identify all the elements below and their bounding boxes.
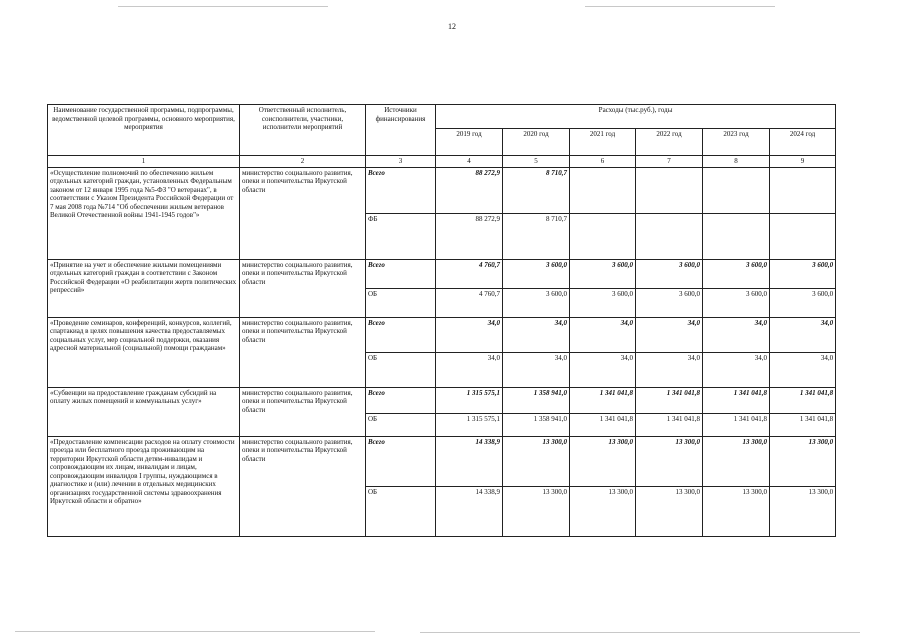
total-value: 3 600,0 xyxy=(703,259,770,288)
ob-value xyxy=(636,213,703,259)
source-ob-label: ОБ xyxy=(366,413,436,436)
ob-value: 4 760,7 xyxy=(436,288,503,317)
total-value: 34,0 xyxy=(636,317,703,352)
ob-value: 1 315 575,1 xyxy=(436,413,503,436)
scan-artifact-bottom xyxy=(420,632,860,633)
total-value: 1 341 041,8 xyxy=(703,387,770,413)
ob-value: 1 341 041,8 xyxy=(770,413,836,436)
ob-value: 13 300,0 xyxy=(770,486,836,536)
table-row xyxy=(48,436,836,486)
column-number: 2 xyxy=(240,156,366,168)
header-year: 2023 год xyxy=(703,129,770,156)
ob-value xyxy=(570,213,636,259)
column-number: 8 xyxy=(703,156,770,168)
total-value xyxy=(570,167,636,213)
ob-value: 34,0 xyxy=(636,352,703,387)
budget-table xyxy=(47,104,836,537)
total-value: 1 358 941,0 xyxy=(503,387,570,413)
total-value: 13 300,0 xyxy=(570,436,636,486)
total-value: 8 710,7 xyxy=(503,167,570,213)
ob-value: 8 710,7 xyxy=(503,213,570,259)
header-year: 2020 год xyxy=(503,129,570,156)
ob-value: 3 600,0 xyxy=(636,288,703,317)
column-number: 5 xyxy=(503,156,570,168)
source-total-label: Всего xyxy=(366,317,436,352)
measure-name: «Осуществление полномочий по обеспечению жильем отдельных категорий граждан, установленных Федеральным законом от 12 января 1995 года №5-ФЗ "О ветеранах", в соответствии с Указом Президента Российской Федерации от 7 мая 2008 года №714 "Об обеспечении жильем ветеранов Великой Отечественной войны 1941-1945 годов"» xyxy=(48,167,240,259)
column-number-row xyxy=(48,156,836,168)
total-value: 1 341 041,8 xyxy=(770,387,836,413)
column-number: 4 xyxy=(436,156,503,168)
ob-value xyxy=(703,213,770,259)
header-source: Источники финансирования xyxy=(366,105,436,156)
scan-artifact-top xyxy=(118,6,328,7)
column-number: 6 xyxy=(570,156,636,168)
ob-value: 1 341 041,8 xyxy=(636,413,703,436)
header-year: 2024 год xyxy=(770,129,836,156)
ob-value xyxy=(770,213,836,259)
header-expenses: Расходы (тыс.руб.), годы xyxy=(436,105,836,129)
total-value xyxy=(636,167,703,213)
column-number: 1 xyxy=(48,156,240,168)
measure-responsible: министерство социального развития, опеки и попечительства Иркутской области xyxy=(240,317,366,387)
scan-artifact-bottom xyxy=(15,631,375,632)
ob-value: 3 600,0 xyxy=(503,288,570,317)
ob-value: 34,0 xyxy=(570,352,636,387)
total-value: 1 315 575,1 xyxy=(436,387,503,413)
source-total-label: Всего xyxy=(366,259,436,288)
total-value: 3 600,0 xyxy=(636,259,703,288)
total-value: 13 300,0 xyxy=(636,436,703,486)
column-number: 3 xyxy=(366,156,436,168)
source-ob-label: ОБ xyxy=(366,486,436,536)
total-value xyxy=(770,167,836,213)
page-number: 12 xyxy=(448,22,456,31)
ob-value: 1 358 941,0 xyxy=(503,413,570,436)
source-ob-label: ФБ xyxy=(366,213,436,259)
ob-value: 34,0 xyxy=(770,352,836,387)
header-year: 2021 год xyxy=(570,129,636,156)
total-value: 13 300,0 xyxy=(770,436,836,486)
measure-name: «Субвенции на предоставление гражданам субсидий на оплату жилых помещений и коммунальных услуг» xyxy=(48,387,240,436)
total-value: 1 341 041,8 xyxy=(570,387,636,413)
table-row xyxy=(48,259,836,288)
ob-value: 13 300,0 xyxy=(570,486,636,536)
total-value: 3 600,0 xyxy=(770,259,836,288)
measure-responsible: министерство социального развития, опеки и попечительства Иркутской области xyxy=(240,167,366,259)
ob-value: 13 300,0 xyxy=(503,486,570,536)
total-value: 34,0 xyxy=(436,317,503,352)
total-value: 13 300,0 xyxy=(503,436,570,486)
ob-value: 13 300,0 xyxy=(636,486,703,536)
total-value: 14 338,9 xyxy=(436,436,503,486)
ob-value: 88 272,9 xyxy=(436,213,503,259)
ob-value: 1 341 041,8 xyxy=(703,413,770,436)
total-value: 3 600,0 xyxy=(503,259,570,288)
source-total-label: Всего xyxy=(366,167,436,213)
source-total-label: Всего xyxy=(366,436,436,486)
header-responsible: Ответственный исполнитель, соисполнители, участники, исполнители мероприятий xyxy=(240,105,366,156)
ob-value: 1 341 041,8 xyxy=(570,413,636,436)
total-value: 88 272,9 xyxy=(436,167,503,213)
measure-name: «Принятие на учет и обеспечение жилыми помещениями отдельных категорий граждан в соответствии с Законом Российской Федерации «О реабилитации жертв политических репрессий» xyxy=(48,259,240,317)
total-value: 34,0 xyxy=(570,317,636,352)
ob-value: 3 600,0 xyxy=(770,288,836,317)
total-value: 3 600,0 xyxy=(570,259,636,288)
table-row xyxy=(48,387,836,413)
total-value: 34,0 xyxy=(503,317,570,352)
ob-value: 13 300,0 xyxy=(703,486,770,536)
total-value: 1 341 041,8 xyxy=(636,387,703,413)
table-row xyxy=(48,317,836,352)
column-number: 9 xyxy=(770,156,836,168)
total-value: 34,0 xyxy=(703,317,770,352)
header-name: Наименование государственной программы, подпрограммы, ведомственной целевой программы, основного мероприятия, мероприятия xyxy=(48,105,240,156)
ob-value: 3 600,0 xyxy=(570,288,636,317)
header-year: 2019 год xyxy=(436,129,503,156)
measure-responsible: министерство социального развития, опеки и попечительства Иркутской области xyxy=(240,387,366,436)
measure-name: «Предоставление компенсации расходов на оплату стоимости проезда или бесплатного проезда проживающим на территории Иркутской области детям-инвалидам и сопровождающим их лицам, инвалидам и лицам, сопровождающим инвалидов I группы, нуждающимся в диагностике и (или) лечении в отдельных медицинских организациях государственной системы здравоохранения Иркутской области и обратно» xyxy=(48,436,240,536)
total-value: 13 300,0 xyxy=(703,436,770,486)
ob-value: 14 338,9 xyxy=(436,486,503,536)
ob-value: 3 600,0 xyxy=(703,288,770,317)
column-number: 7 xyxy=(636,156,703,168)
measure-name: «Проведение семинаров, конференций, конкурсов, коллегий, спартакиад в целях повышения качества предоставляемых социальных услуг, мер социальной поддержки, оказания адресной материальной (социальной) помощи гражданам» xyxy=(48,317,240,387)
table-row xyxy=(48,167,836,213)
ob-value: 34,0 xyxy=(503,352,570,387)
ob-value: 34,0 xyxy=(703,352,770,387)
total-value: 4 760,7 xyxy=(436,259,503,288)
source-ob-label: ОБ xyxy=(366,288,436,317)
measure-responsible: министерство социального развития, опеки и попечительства Иркутской области xyxy=(240,436,366,536)
measure-responsible: министерство социального развития, опеки и попечительства Иркутской области xyxy=(240,259,366,317)
scan-artifact-top xyxy=(585,6,775,7)
total-value: 34,0 xyxy=(770,317,836,352)
source-total-label: Всего xyxy=(366,387,436,413)
header-year: 2022 год xyxy=(636,129,703,156)
ob-value: 34,0 xyxy=(436,352,503,387)
total-value xyxy=(703,167,770,213)
source-ob-label: ОБ xyxy=(366,352,436,387)
